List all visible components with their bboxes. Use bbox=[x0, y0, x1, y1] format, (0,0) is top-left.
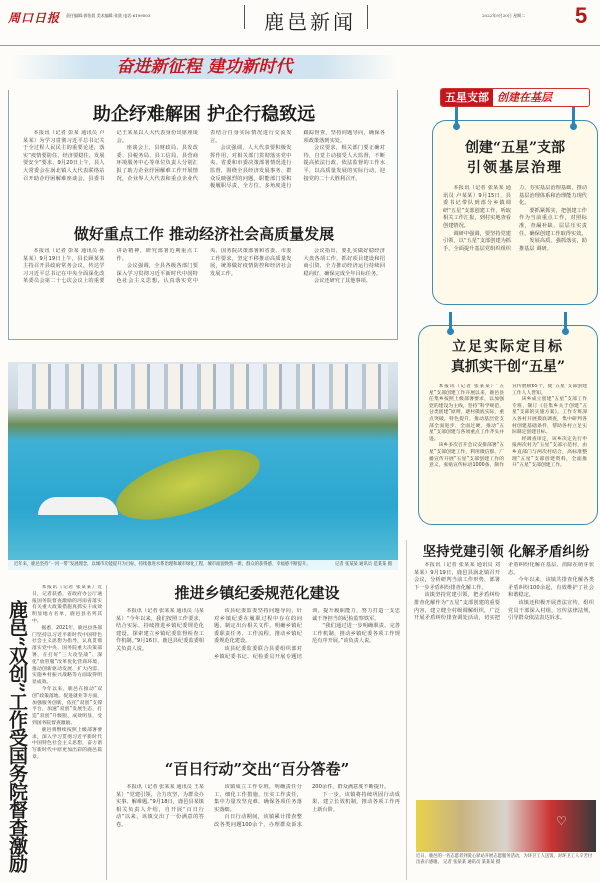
paragraph: 据悉，2021年，鹿邑县各部门坚持以习近平新时代中国特色社会主义思想为指导，认真贯彻落实党中央、国务院重大决策部署，在打好“三大攻坚战”、深化“放管服”改革优化营商环境、推动创新驱动发展、扩大内需、实施乡村振兴战略等方面取得明显成效。 bbox=[32, 625, 102, 686]
paragraph: 该县纪委监委坚持问题导向，针对乡镇纪委在履职过程中存在的问题，制定出台相关文件，明确乡镇纪委职责任务、工作流程，推动乡镇纪委规范化建设。 bbox=[214, 608, 302, 645]
vertical-headline: 鹿邑“双创”工作受国务院督查激励 bbox=[6, 600, 28, 872]
paragraph: 经调查审定，该乡决定先行申报两次村为“五星”支部示范村，由乡直部门与两次村结合，高标准整理“五星”支部创建资料，全面推开“五星”支部创建工作。 bbox=[512, 436, 587, 469]
paragraph: 本报讯（记者 彭某 通讯员 孙某某）9月19日上午，县长顾某某主持召开县政府常务会议，传达学习习近平总书记在中央全面深化改革委员会第二十七次会议上的重要讲话精神，研究部署近期重点工作。 bbox=[23, 248, 198, 285]
five-star-banner bbox=[440, 88, 590, 107]
article-headline: 坚持党建引领 化解矛盾纠纷 bbox=[422, 544, 590, 560]
paragraph: 本报讯（记者 张某某 通讯员 马某某）“今年以来，我们按照工作要求，结合实际，持续推进乡镇纪委规范化建设，探索建立乡镇纪委监督检查工作机制。”9月16日，鹿邑县纪委监委相关负责人说。 bbox=[116, 608, 204, 652]
section-divider-left bbox=[244, 5, 245, 29]
island bbox=[108, 435, 268, 534]
paragraph: 本报讯（记者 张某某 通讯员 刘某某）9月19日，鹿邑县涡北镇召开会议，分析研判当前工作形势，部署下一步矛盾纠纷排查化解工作。 bbox=[414, 562, 500, 591]
paragraph: 本报讯（记者 张某某）近日，记者获悉，省政府办公厅通报国务院督查激励的河南省落实有关重大政策措施真抓实干成效明显地方名单，鹿邑县名列其中。 bbox=[32, 585, 102, 624]
paragraph: 鹿邑将继续按照上级部署要求，深入学习贯彻习近平新时代中国特色社会主义思想，奋力谱写新时代中原更加出彩的鹿邑篇章。 bbox=[32, 727, 102, 760]
caption-text: 近日，鹿邑的一名志愿者到爱心驿站开展志愿服务活动，为环卫工人送饭，对环卫工人辛苦付出表示感谢。 bbox=[416, 854, 593, 865]
article-body bbox=[23, 248, 385, 334]
paragraph: 要抓紧抓实，把创建工作作为当前重点工作，对照标准，查漏补缺，层层压实责任，确保创建工作取得实效。 bbox=[519, 207, 587, 237]
paragraph: 会议还研究了其他事项。 bbox=[313, 278, 371, 285]
paragraph: 该乡成立创建“五星”支部工作专班，制订《任集乡关于创建“五星”支部的实施方案》。工作专班深入各村开展摸底调查，集中研判各村创建基础条件，帮助各村立足实际制定创建目标。 bbox=[512, 397, 587, 436]
paragraph: 下一步，该镇将持续巩固行动成果，建立长效机制，推动各项工作再上新台阶。 bbox=[312, 791, 400, 813]
paragraph: 本报讯（记者 张某某 通讯员 卢某某）9月15日，县委书记带队到部分乡镇调研“五星”支部创建工作，听取相关工作汇报，到村实地查看创建情况。 bbox=[443, 185, 511, 229]
editors-info: 责任编辑:郭怡晨 美术编辑:张贤 电话:6199503 bbox=[66, 13, 151, 18]
lead-articles-box bbox=[8, 90, 398, 340]
heart-icon: ♡ bbox=[556, 814, 567, 828]
paragraph: 会议强调，全县各级各部门要深入学习贯彻习近平新时代中国特色社会主义思想，认真落实党中央、国务院决策部署和省委、市委工作要求，坚定不移推动高质量发展，统筹做好疫情防控和经济社会发展工作。 bbox=[116, 248, 292, 285]
five-star-slogan: 创建在基层 bbox=[497, 91, 552, 104]
paragraph: 该乡多次召开会议安排部署“五星”支部创建工作，利用微信群、广播宣传开展“五星”支部创建工作的意义，张贴宣传标语1000条，制作宣传展板65个，使“五星”支部创建工作人人皆知。 bbox=[429, 384, 587, 469]
section-divider-right bbox=[367, 5, 368, 29]
newspaper-logo: 周口日报 bbox=[8, 11, 61, 25]
paragraph: 今年以来，该镇共排查化解各类矛盾纠纷100余起，有效维护了社会和谐稳定。 bbox=[508, 577, 594, 599]
issue-date: 2022年9月20日 星期二 bbox=[482, 13, 526, 18]
photo-caption bbox=[8, 560, 398, 570]
column-divider bbox=[406, 540, 407, 880]
paragraph: 今年以来，鹿邑在推动“双创”政策落地、促进就业等方面，加强服务创新，依托“双创”支撑平台，加速“双创”发展生态，打造“双创”升级版，成效明显，受到国务院督查激励。 bbox=[32, 686, 102, 726]
article-body bbox=[23, 130, 385, 226]
article-headline: 真抓实干创“五星” bbox=[450, 359, 566, 375]
photo-credit: 记者 张某某 通讯员 某某某 摄 bbox=[443, 859, 501, 865]
article-headline: 创建“五星”支部 bbox=[464, 140, 566, 156]
paragraph: 会议指出，要扎实做好稳经济大盘各项工作，抓好项目建设和招商引资，全力推动经济运行持续回稳向好，确保完成全年目标任务。 bbox=[303, 248, 385, 277]
article-headline: 推进乡镇纪委规范化建设 bbox=[174, 584, 340, 602]
theme-banner bbox=[12, 55, 397, 79]
theme-banner-text: 奋进新征程 建功新时代 bbox=[116, 57, 293, 77]
column-divider bbox=[106, 585, 107, 880]
caption-text: 近年来，鹿邑坚持“一河一带”发展理念，以城市功能提升为目标，持续推进水系治理和城市绿化工程，城市面貌焕然一新，群众的获得感、幸福感不断提升。 bbox=[14, 562, 311, 568]
photo-credit: 记者 张某某 通讯员 范某某 摄 bbox=[334, 562, 392, 568]
paragraph: 会议要求，相关部门要正确对待，自觉主动接受人大监督，不断提高依法行政、依法监督的工作水平，以高质量发展的实际行动，迎接党的二十大胜利召开。 bbox=[303, 145, 385, 182]
section-title: 鹿邑新闻 bbox=[264, 10, 356, 34]
article-body bbox=[32, 585, 102, 880]
masthead bbox=[0, 0, 600, 46]
paragraph: 调研中强调，要坚持党建引领，以“五星”支部创建为抓手，全面提升基层党组织组织力，夯实基层治理基础，推动基层治理体系和治理能力现代化。 bbox=[443, 185, 587, 252]
buildings bbox=[18, 364, 388, 409]
article-headline: “百日行动”交出“百分答卷” bbox=[164, 760, 350, 778]
five-star-article-box-2 bbox=[418, 325, 598, 525]
five-star-label: 五星支部 bbox=[441, 89, 493, 106]
paragraph: 本报讯（记者 张某某）“五星”支部创建工作开展以来，鹿邑县任集乡按照上级部署要求，以加强党的建设为主线，坚持“科学规范、分类创建”原则，逐村摸底实际，重点突破，特色提升，推动基层党支部全面进步、全面过硬，推动“五星”支部创建与各项重点工作齐头并进。 bbox=[429, 384, 504, 442]
paragraph: 会议强调，人大代表要积极发挥作用，对相关部门贯彻落实党中央、省委和市委决策部署情况进行监督，围绕全县经济发展事务、群众反映强烈的问题，职能部门要积极履职尽责，全方位、多角度进行跟踪督查，坚持问题导向，确保各项政策落到实处。 bbox=[210, 130, 385, 190]
paragraph: 座谈会上，县财政局、县发改委、县税务局、县工信局、县营商环境服务中心等单位负责人分别汇报了助力企业纾困解难工作开展情况，企业界人大代表和重点企业代表结合自身实际情况进行交流发言。 bbox=[116, 130, 292, 182]
paragraph: 本报讯（记者 张某某 通讯员 王某某）“党建引领，合力攻坚，为群众办实事、解难题。”9月18日，鹿邑县某镇相关负责人介绍，自开展“百日行动”以来，该镇交出了一份满意的答卷。 bbox=[116, 784, 204, 828]
article-headline: 立足实际定目标 bbox=[452, 339, 564, 355]
paragraph: 百日行动期间，该镇累计排查整改各类问题100余个，办理群众诉求200余件，群众满意度不断提升。 bbox=[214, 784, 390, 828]
article-headline: 做好重点工作 推动经济社会高质量发展 bbox=[73, 225, 335, 243]
photo-caption bbox=[416, 854, 596, 866]
article-body bbox=[116, 608, 400, 748]
paragraph: 发展高质，强抓落实，助推基层 调研。 bbox=[519, 238, 587, 252]
paragraph: 本报讯（记者 彭某 通讯员 卢某某）为学习贯彻习近平总书记关于全过程人民民主的重要论述，落实“疫情要防住、经济要稳住、发展要安全”要求，9月20日上午，县人大常委会在涡北镇人大代表联络站召开助企纾困解难座谈会，县委书记王某某以人大代表身份出席座谈会。 bbox=[23, 130, 198, 182]
paragraph: 该镇坚持党建引领，把矛盾纠纷排查化解作为“五星”支部创建的重要内容，建立健全村级调解组织，广泛开展矛盾纠纷排查调处活动，切实把矛盾纠纷化解在基层、消除在萌芽状态。 bbox=[414, 562, 594, 622]
article-body bbox=[414, 562, 594, 798]
article-body bbox=[443, 185, 587, 297]
lake-photo bbox=[8, 362, 398, 570]
article-body bbox=[116, 784, 400, 880]
article-headline: 助企纾难解困 护企行稳致远 bbox=[92, 104, 316, 125]
paragraph: 该县纪委监委联合县委组织部对乡镇纪委书记、纪检委员开展专题培训，提升履职能力，努力打造一支忠诚干净担当的纪检监察铁军。 bbox=[214, 608, 400, 660]
article-headline: 引领基层治理 bbox=[467, 160, 563, 176]
article-body bbox=[429, 384, 587, 524]
paragraph: 该镇还积极开展普法宣传，组织党员干部深入村组，宣传法律法规，引导群众依法表达诉求。 bbox=[508, 599, 594, 622]
bridge bbox=[38, 497, 118, 515]
paragraph: “我们通过进一步明确职责，完善工作机制，推动乡镇纪委各项工作规范有序开展。”该负责人说。 bbox=[312, 623, 400, 645]
volunteer-photo bbox=[416, 800, 596, 852]
five-star-article-box-1 bbox=[432, 120, 598, 305]
page-number: 5 bbox=[575, 3, 588, 28]
paragraph: 该镇成立工作专班，明确责任分工，细化工作措施，压实工作责任，集中力量攻坚克难，确保各项任务落实落细。 bbox=[214, 784, 302, 813]
